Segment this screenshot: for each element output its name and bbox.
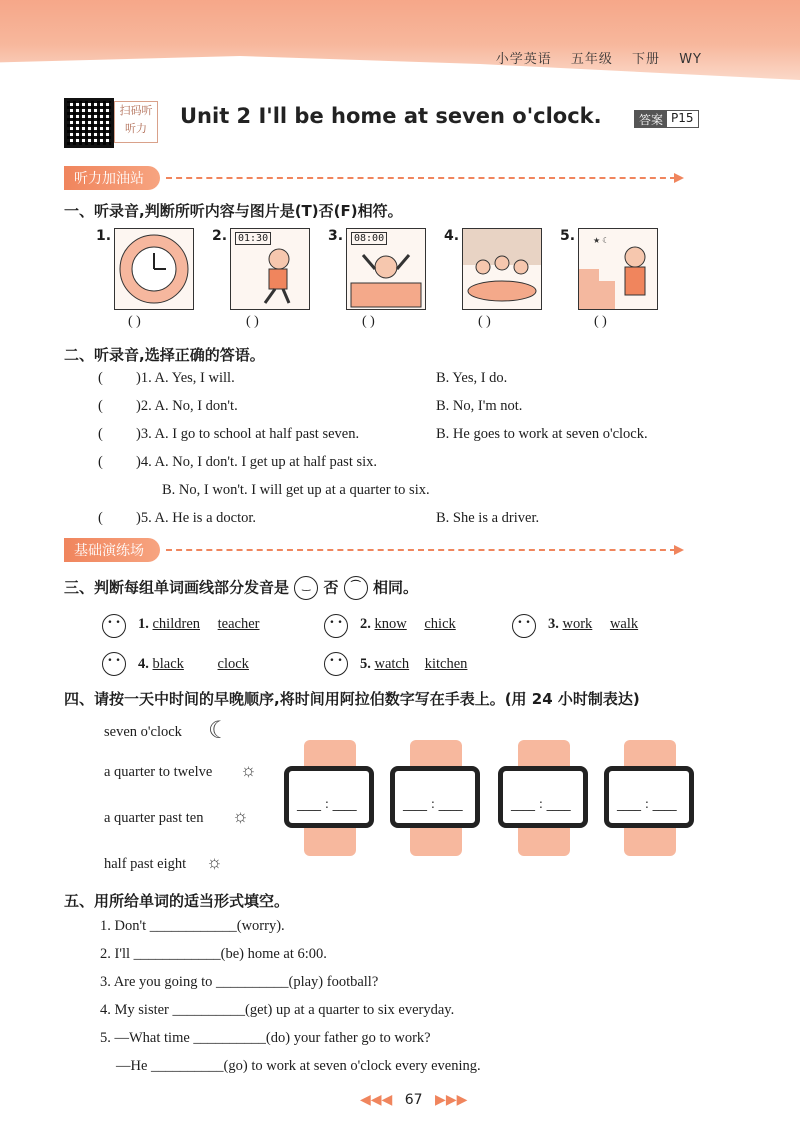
q3-item (360, 616, 456, 633)
q3-word-1: black (152, 656, 184, 672)
wake-up-picture (346, 228, 426, 310)
watch-face[interactable] (284, 766, 374, 828)
q1-answer-paren[interactable]: ( ) (246, 314, 259, 329)
q3-item (548, 616, 638, 633)
svg-text:★ ☾: ★ ☾ (593, 236, 610, 245)
q1-answer-paren[interactable]: ( ) (362, 314, 375, 329)
q3-heading-mid: 否 (323, 578, 339, 597)
girl-night-icon (579, 229, 657, 309)
header-grade: 五年级 (570, 52, 613, 67)
header-edition: WY (679, 52, 702, 67)
q1-answer-paren[interactable]: ( ) (478, 314, 491, 329)
blank-face-icon[interactable]: • • (324, 652, 348, 676)
q3-item-num: 4. (138, 656, 149, 672)
q4-heading: 四、请按一天中时间的早晚顺序,将时间用阿拉伯数字写在手表上。(用 24 小时制表达) (64, 690, 640, 708)
section-banner-listening (64, 166, 676, 190)
unit-title: Unit 2 I'll be home at seven o'clock. (180, 104, 602, 128)
q5-row[interactable]: 5. —What time __________(do) your father go to work? (100, 1030, 431, 1046)
watch-blank[interactable]: ____ : ____ (511, 797, 571, 811)
q2-option-b: B. He goes to work at seven o'clock. (436, 426, 648, 442)
watch-blank[interactable]: ____ : ____ (617, 797, 677, 811)
q2-option-a: )5. A. He is a doctor. (136, 510, 257, 526)
q3-item-num: 1. (138, 616, 149, 632)
family-dinner-picture (462, 228, 542, 310)
q1-answer-paren[interactable]: ( ) (128, 314, 141, 329)
q3-word-1: children (152, 616, 201, 632)
q4-time-label: a quarter to twelve (104, 764, 213, 780)
q5-heading: 五、用所给单词的适当形式填空。 (64, 892, 290, 910)
q4-time-label: half past eight (104, 856, 187, 872)
q3-word-1: work (562, 616, 593, 632)
q3-word-2: walk (609, 616, 639, 632)
q3-word-2: clock (217, 656, 249, 672)
q2-option-b: B. She is a driver. (436, 510, 540, 526)
q1-item-num: 5. (560, 228, 576, 244)
blank-face-icon[interactable]: • • (102, 652, 126, 676)
q2-option-a: )3. A. I go to school at half past seven. (136, 426, 360, 442)
page-number: 67 (404, 1092, 423, 1108)
clock-display-text: 01:30 (235, 232, 271, 245)
smile-face-icon: ‿ (294, 576, 318, 600)
flower-clock-icon (115, 229, 193, 309)
q2-paren[interactable]: ( (98, 510, 103, 526)
blank-face-icon[interactable]: • • (324, 614, 348, 638)
q4-time-label: a quarter past ten (104, 810, 204, 826)
q3-word-1: watch (374, 656, 410, 672)
clock-display-text: 08:00 (351, 232, 387, 245)
qr-code-icon[interactable] (64, 98, 114, 148)
banner-label: 听力加油站 (64, 166, 160, 190)
banner-label: 基础演练场 (64, 538, 160, 562)
q3-word-2: kitchen (424, 656, 468, 672)
q2-option-b: B. No, I won't. I will get up at a quarter to six. (162, 482, 430, 498)
watch (390, 740, 482, 856)
banner-dashed-line (166, 549, 676, 551)
watch-face[interactable] (498, 766, 588, 828)
q5-row[interactable]: 1. Don't ____________(worry). (100, 918, 285, 934)
q3-heading-pre: 三、判断每组单词画线部分发音是 (64, 578, 290, 597)
running-boy-picture (230, 228, 310, 310)
q2-option-b: B. No, I'm not. (436, 398, 523, 414)
q2-paren[interactable]: ( (98, 426, 103, 442)
q2-paren[interactable]: ( (98, 398, 103, 414)
q1-answer-paren[interactable]: ( ) (594, 314, 607, 329)
q2-option-a: )2. A. No, I don't. (136, 398, 238, 414)
q5-row[interactable]: 4. My sister __________(get) up at a quarter to six everyday. (100, 1002, 455, 1018)
watch-face[interactable] (390, 766, 480, 828)
q2-paren[interactable]: ( (98, 370, 103, 386)
blank-face-icon[interactable]: • • (512, 614, 536, 638)
sun-icon: ☼ (240, 760, 257, 780)
q3-item (138, 616, 260, 633)
q5-row[interactable]: 2. I'll ____________(be) home at 6:00. (100, 946, 327, 962)
q3-heading (64, 576, 418, 600)
q3-word-2: teacher (217, 616, 260, 632)
watch (284, 740, 376, 856)
q3-heading-post: 相同。 (372, 578, 418, 597)
q3-item-num: 3. (548, 616, 559, 632)
answer-reference (634, 110, 699, 128)
watch-blank[interactable]: ____ : ____ (403, 797, 463, 811)
page-footer (360, 1092, 467, 1108)
watch (604, 740, 696, 856)
q1-item-num: 1. (96, 228, 112, 244)
q2-option-a: )4. A. No, I don't. I get up at half past six. (136, 454, 378, 470)
section-banner-basics (64, 538, 676, 562)
q3-word-2: chick (424, 616, 456, 632)
watch-face[interactable] (604, 766, 694, 828)
q5-row[interactable]: —He __________(go) to work at seven o'clock every evening. (116, 1058, 481, 1074)
q1-item-num: 3. (328, 228, 344, 244)
q2-paren[interactable]: ( (98, 454, 103, 470)
watch-blank[interactable]: ____ : ____ (297, 797, 357, 811)
blank-face-icon[interactable]: • • (102, 614, 126, 638)
answer-key: 答案 (635, 111, 667, 127)
q1-item-num: 2. (212, 228, 228, 244)
next-arrows-icon[interactable]: ▶▶▶ (435, 1092, 468, 1108)
sun-icon: ☼ (206, 852, 223, 872)
q1-heading: 一、听录音,判断所听内容与图片是(T)否(F)相符。 (64, 202, 403, 220)
q2-option-a: )1. A. Yes, I will. (136, 370, 235, 386)
qr-label: 扫码听听力 (114, 101, 158, 143)
clock-picture (114, 228, 194, 310)
night-girl-picture (578, 228, 658, 310)
header-term: 下册 (632, 52, 661, 67)
header-meta (482, 48, 702, 67)
header-band (0, 0, 800, 80)
crescent-moon-icon: ☾ (208, 718, 230, 744)
banner-dashed-line (166, 177, 676, 179)
q3-word-1: know (374, 616, 407, 632)
sun-icon: ☼ (232, 806, 249, 826)
q4-time-label: seven o'clock (104, 724, 182, 740)
prev-arrows-icon[interactable]: ◀◀◀ (360, 1092, 393, 1108)
q5-row[interactable]: 3. Are you going to __________(play) football? (100, 974, 379, 990)
sad-face-icon: ⌒ (344, 576, 368, 600)
q2-heading: 二、听录音,选择正确的答语。 (64, 346, 265, 364)
answer-page: P15 (671, 111, 694, 125)
watch (498, 740, 590, 856)
q3-item (138, 656, 249, 673)
family-table-icon (463, 229, 541, 309)
header-subject: 小学英语 (495, 52, 552, 67)
q3-item-num: 2. (360, 616, 371, 632)
q2-option-b: B. Yes, I do. (436, 370, 508, 386)
q3-item-num: 5. (360, 656, 371, 672)
q1-item-num: 4. (444, 228, 460, 244)
q3-item (360, 656, 467, 673)
